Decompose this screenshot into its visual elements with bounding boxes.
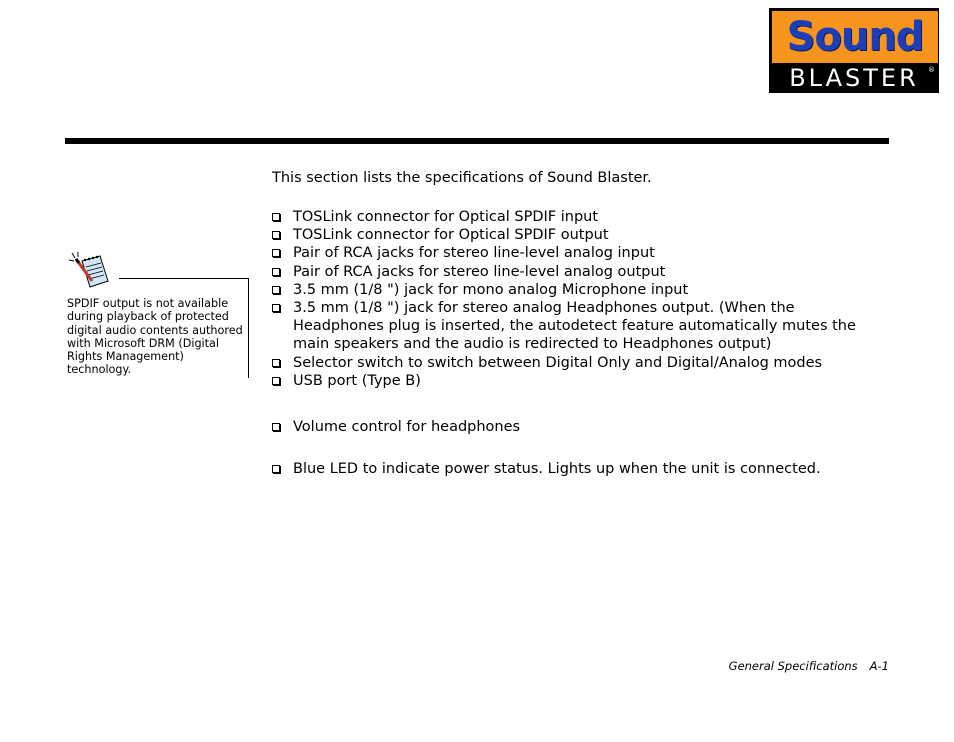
list-item xyxy=(272,372,872,390)
logo-orange-panel xyxy=(772,11,938,63)
list-item xyxy=(272,354,872,372)
header-rule xyxy=(65,138,889,144)
list-item xyxy=(272,226,872,244)
footer-page-number: A-1 xyxy=(869,659,889,673)
list-item-text: 3.5 mm (1/8 ") jack for stereo analog Headphones output. (When the Headphones plug is inserted, the autodetect feature automatically mutes the main speakers and the audio is redirected to Headphones output) xyxy=(293,300,856,353)
checkbox-bullet-icon xyxy=(272,249,280,257)
list-item-text: Volume control for headphones xyxy=(293,419,521,435)
list-item-text: TOSLink connector for Optical SPDIF input xyxy=(293,209,599,225)
list-item xyxy=(272,244,872,262)
list-item-text: TOSLink connector for Optical SPDIF output xyxy=(293,227,609,244)
list-item-text: Pair of RCA jacks for stereo line-level analog input xyxy=(293,245,655,262)
intro-text: This section lists the specifications of Sound Blaster. xyxy=(272,170,652,186)
checkbox-bullet-icon xyxy=(272,359,280,367)
logo-word-sound: Sound xyxy=(786,14,924,60)
list-item xyxy=(272,460,872,478)
list-item xyxy=(272,281,872,299)
note-pad-icon xyxy=(68,251,110,289)
list-item-text: USB port (Type B) xyxy=(293,372,421,389)
footer-title: General Specifications xyxy=(728,659,858,673)
connectivity-list xyxy=(272,208,872,390)
list-item-text: 3.5 mm (1/8 ") jack for mono analog Microphone input xyxy=(293,281,689,298)
page-footer xyxy=(729,659,889,673)
list-item-text: Blue LED to indicate power status. Lights up when the unit is connected. xyxy=(293,461,821,477)
list-item-text: Selector switch to switch between Digital Only and Digital/Analog modes xyxy=(293,354,823,371)
list-item xyxy=(272,263,872,281)
checkbox-bullet-icon xyxy=(272,423,280,431)
logo-word-blaster: BLASTER xyxy=(789,64,919,92)
controls-list xyxy=(272,418,872,436)
checkbox-bullet-icon xyxy=(272,268,280,276)
note-text: SPDIF output is not available during playback of protected digital audio contents authored with Microsoft DRM (Digital Rights Management) technology. xyxy=(67,297,243,377)
checkbox-bullet-icon xyxy=(272,304,280,312)
checkbox-bullet-icon xyxy=(272,377,280,385)
logo-registered-mark: ® xyxy=(928,66,935,74)
list-item xyxy=(272,299,872,354)
checkbox-bullet-icon xyxy=(272,465,280,473)
sound-blaster-logo xyxy=(769,8,939,93)
list-item-text: Pair of RCA jacks for stereo line-level analog output xyxy=(293,263,666,280)
list-item xyxy=(272,418,872,436)
note-rule-vertical xyxy=(248,278,249,378)
checkbox-bullet-icon xyxy=(272,231,280,239)
list-item xyxy=(272,208,872,226)
checkbox-bullet-icon xyxy=(272,213,280,221)
checkbox-bullet-icon xyxy=(272,286,280,294)
note-rule-horizontal xyxy=(119,278,249,279)
indicators-list xyxy=(272,460,872,478)
